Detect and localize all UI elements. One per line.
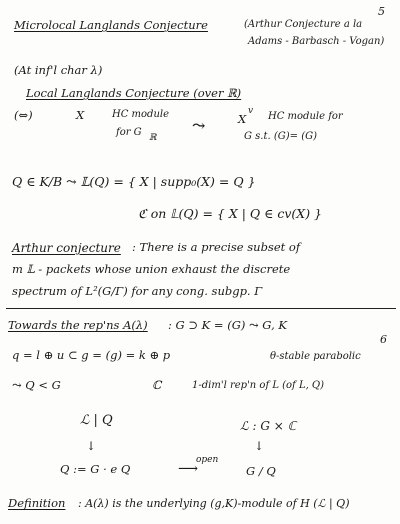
x-dual-text-2: G s.t. (G)= (G) [244,131,317,142]
dual-mark: v [248,106,254,116]
group-inclusion: : G ⊃ K = (G) ⤳ G, K [168,318,287,332]
arthur-text-3: spectrum of L²(G/Γ) for any cong. subgp. Γ [12,284,263,298]
squiggle-arrow: ⤳ [192,116,206,135]
definition-label: Definition [8,496,66,510]
hc-module-line-2: for G [116,127,142,138]
section-divider [6,308,396,309]
line-bundle-restricted: ℒ | Q [80,413,113,428]
open-embedding-arrow: ⟶ [178,461,199,477]
open-orbit-eq: Q := G · e Q [60,462,131,476]
title-note-1: (Arthur Conjecture a la [244,19,363,30]
x-label: X [76,108,85,122]
x-dual-label: X [238,112,247,126]
theta-stable-note: θ-stable parabolic [270,351,361,362]
page-number: 5 [378,5,385,18]
down-arrow-right: ↓ [254,439,265,453]
page-title: Microlocal Langlands Conjecture [14,18,208,32]
hc-module-line-1: HC module [112,109,170,120]
llc-heading: Local Langlands Conjecture (over ℝ) [26,86,242,100]
parabolic-decomposition: q = l ⊕ u ⊂ g = (g) = k ⊕ p [12,348,171,362]
micro-packet-line: ℭ on 𝕃(Q) = { X | Q ∈ cv(X) } [138,206,322,221]
representations-heading: Towards the rep'ns A(λ) [8,318,148,332]
arthur-text-2: m 𝕃 - packets whose union exhaust the discrete [12,262,291,276]
definition-text: : A(λ) is the underlying (g,K)-module of H (ℒ | Q) [78,497,350,510]
arthur-text-1: : There is a precise subset of [132,240,301,254]
equivalence-symbol: (⇔) [14,108,33,122]
flag-variety: G / Q [246,464,276,478]
character-c-lambda: ℂ [152,378,162,392]
character-description: 1-dim'l rep'n of L (of L, Q) [192,380,325,391]
arthur-heading: Arthur conjecture [12,241,121,255]
hc-module-sub: ℝ [149,133,157,143]
page-number-6: 6 [380,333,387,346]
subgroup-line: ⤳ Q < G [12,378,61,392]
open-label: open [196,455,219,465]
line-bundle-induced: ℒ : G × ℂ [240,419,296,433]
x-dual-text-1: HC module for [268,111,343,122]
infinitesimal-character-note: (At inf'l char λ) [14,63,103,77]
title-note-2: Adams - Barbasch - Vogan) [248,36,385,47]
down-arrow-left: ↓ [86,439,97,453]
orbit-packet-line: Q ∈ K/B ⤳ 𝕃(Q) = { X | supp₀(X) = Q } [12,174,256,189]
